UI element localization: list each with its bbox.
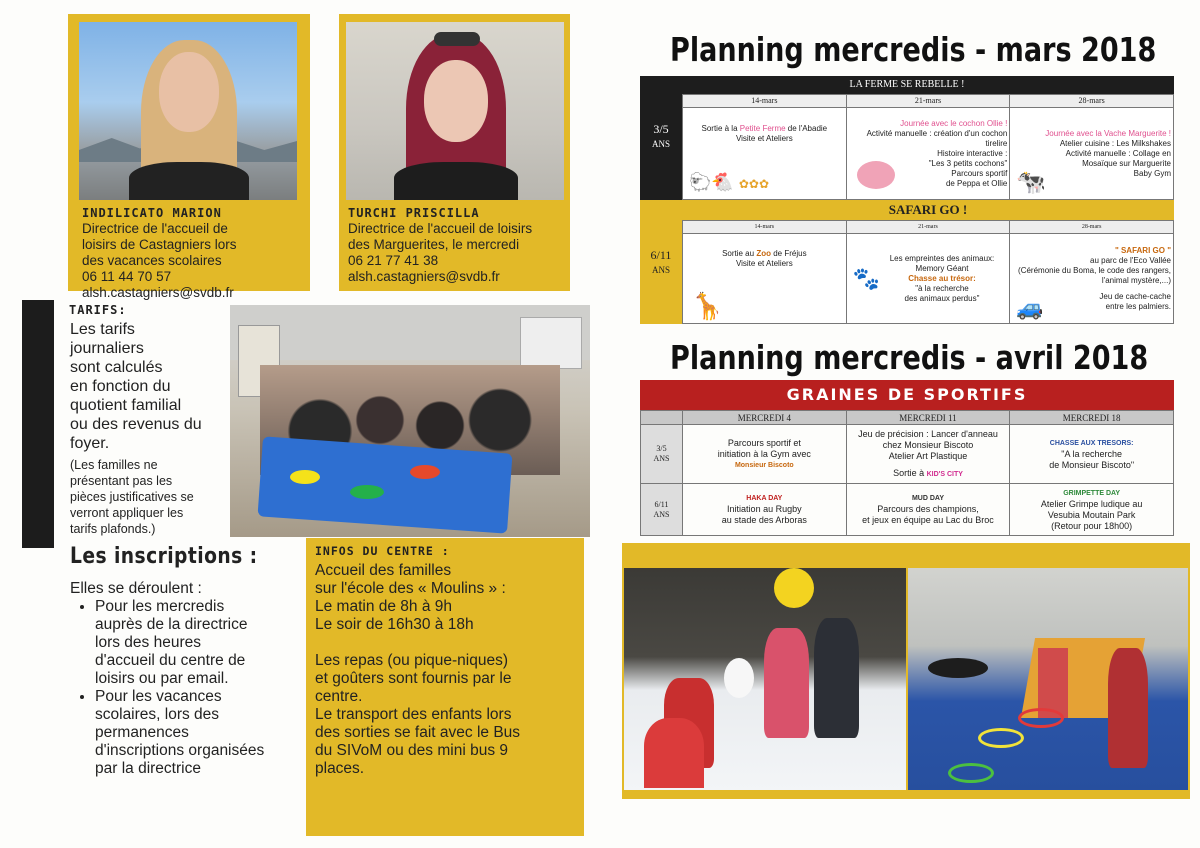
mars-planning	[640, 76, 1174, 324]
activity-cell: HAKA DAY Initiation au Rugby au stade des Arboras	[683, 484, 847, 536]
director-card-priscilla	[339, 14, 570, 291]
safari-jeep-icon: 🚙	[1016, 295, 1044, 320]
inscriptions-intro: Elles se déroulent :	[70, 580, 202, 597]
activity-cell: CHASSE AUX TRESORS: "A la recherche de Monsieur Biscoto"	[1010, 425, 1174, 484]
activity-cell: Journée avec la Vache Marguerite ! Atelier cuisine : Les Milkshakes Activité manuelle : Collage en Mosaïque sur Marguerite Baby Gym 🐄	[1010, 108, 1174, 200]
infos-repas: Les repas (ou pique-niques) et goûters sont fournis par le centre. Le transport des enfants lors des sorties se fait avec le Bus du SIVoM ou des mini bus 9 places.	[315, 652, 521, 777]
classroom-photo	[230, 305, 590, 537]
portrait-marion	[79, 22, 297, 200]
mars-theme-safari: SAFARI GO !	[888, 202, 968, 217]
day-label: 21-mars	[846, 95, 1010, 108]
age-label-3-5: 3/5 ANS	[641, 425, 683, 484]
activity-cell: Sortie au Zoo de Fréjus Visite et Ateliers 🦒	[683, 234, 847, 324]
day-label: MERCREDI 18	[1010, 411, 1174, 425]
mars-table-safari	[682, 220, 1174, 324]
tarifs-note: (Les familles ne présentant pas les pièces justificatives se verront appliquer les tarifs plafonds.)	[70, 458, 194, 536]
director-info: Directrice de l'accueil de loisirs des Marguerites, le mercredi 06 21 77 41 38 alsh.castagniers@svdb.fr	[348, 221, 533, 284]
activity-cell: Les empreintes des animaux: Memory Géant Chasse au trésor: "à la recherche des animaux perdus" 🐾	[846, 234, 1010, 324]
director-name: TURCHI PRISCILLA	[348, 206, 480, 220]
tarifs-text: Les tarifs journaliers sont calculés en fonction du quotient familial ou des revenus du foyer.	[70, 321, 202, 452]
mars-title: Planning mercredis - mars 2018	[670, 30, 1157, 69]
tarifs-bar	[22, 300, 54, 548]
mars-table-ferme	[682, 94, 1174, 200]
giraffe-icon: 🦒	[691, 291, 724, 321]
avril-title: Planning mercredis - avril 2018	[670, 338, 1149, 377]
infos-label: INFOS DU CENTRE :	[315, 544, 450, 558]
director-card-marion	[68, 14, 310, 300]
day-label: 28-mars	[1010, 221, 1174, 234]
activity-cell: Sortie à la Petite Ferme de l'Abadie Visite et Ateliers 🐑🐔 ✿✿✿	[683, 108, 847, 200]
infos-accueil: Accueil des familles sur l'école des « Moulins » : Le matin de 8h à 9h Le soir de 16h30 à 18h	[315, 562, 506, 633]
activity-cell: Parcours sportif et initiation à la Gym avec Monsieur Biscoto	[683, 425, 847, 484]
age-label-3-5: 3/5 ANS	[651, 122, 670, 149]
activity-cell: " SAFARI GO " au parc de l'Eco Vallée (Cérémonie du Boma, le code des rangers, l'animal mystère,...) Jeu de cache-cache entre les palmiers. 🚙	[1010, 234, 1174, 324]
activity-cell: MUD DAY Parcours des champions, et jeux en équipe au Lac du Broc	[846, 484, 1010, 536]
inscriptions-title: Les inscriptions :	[70, 544, 258, 569]
activity-cell: Journée avec le cochon Ollie ! Activité manuelle : création d'un cochon tirelire Histoire interactive : "Les 3 petits cochons" Parcours sportif de Peppa et Ollie	[846, 108, 1010, 200]
tarifs-label: TARIFS:	[69, 303, 127, 317]
avril-table	[640, 410, 1174, 536]
inscriptions-item-mercredis: • Pour les mercredis auprès de la directrice lors des heures d'accueil du centre de loisirs ou par email.	[95, 598, 305, 688]
activity-cell: GRIMPETTE DAY Atelier Grimpe ludique au Vesubia Moutain Park (Retour pour 18h00)	[1010, 484, 1174, 536]
portrait-priscilla	[346, 22, 564, 200]
gym-photo	[908, 568, 1188, 790]
snow-photo	[624, 568, 906, 790]
director-info: Directrice de l'accueil de loisirs de Castagniers lors des vacances scolaires 06 11 44 70 57 alsh.castagniers@svdb.fr	[82, 221, 237, 300]
cow-icon: 🐄	[1016, 169, 1047, 196]
age-label-6-11: 6/11 ANS	[650, 248, 672, 275]
director-name: INDILICATO MARION	[82, 206, 222, 220]
day-label: 14-mars	[683, 95, 847, 108]
day-label: 28-mars	[1010, 95, 1174, 108]
age-label-6-11: 6/11 ANS	[641, 484, 683, 536]
farm-animals-icon: 🐑🐔 ✿✿✿	[689, 172, 769, 192]
mars-theme-ferme: LA FERME SE REBELLE !	[640, 76, 1174, 94]
day-label: MERCREDI 4	[683, 411, 847, 425]
infos-centre-box	[306, 538, 584, 836]
day-label: 14-mars	[683, 221, 847, 234]
day-label: 21-mars	[846, 221, 1010, 234]
avril-planning	[640, 380, 1174, 536]
avril-theme: GRAINES DE SPORTIFS	[640, 380, 1174, 410]
pig-icon	[857, 161, 895, 189]
inscriptions-body	[70, 580, 305, 778]
activity-cell: Jeu de précision : Lancer d'anneau chez Monsieur Biscoto Atelier Art Plastique Sortie à KID'S CITY	[846, 425, 1010, 484]
inscriptions-item-vacances: • Pour les vacances scolaires, lors des permanences d'inscriptions organisées par la directrice	[95, 688, 305, 778]
day-label: MERCREDI 11	[846, 411, 1010, 425]
paw-print-icon: 🐾	[852, 266, 881, 291]
